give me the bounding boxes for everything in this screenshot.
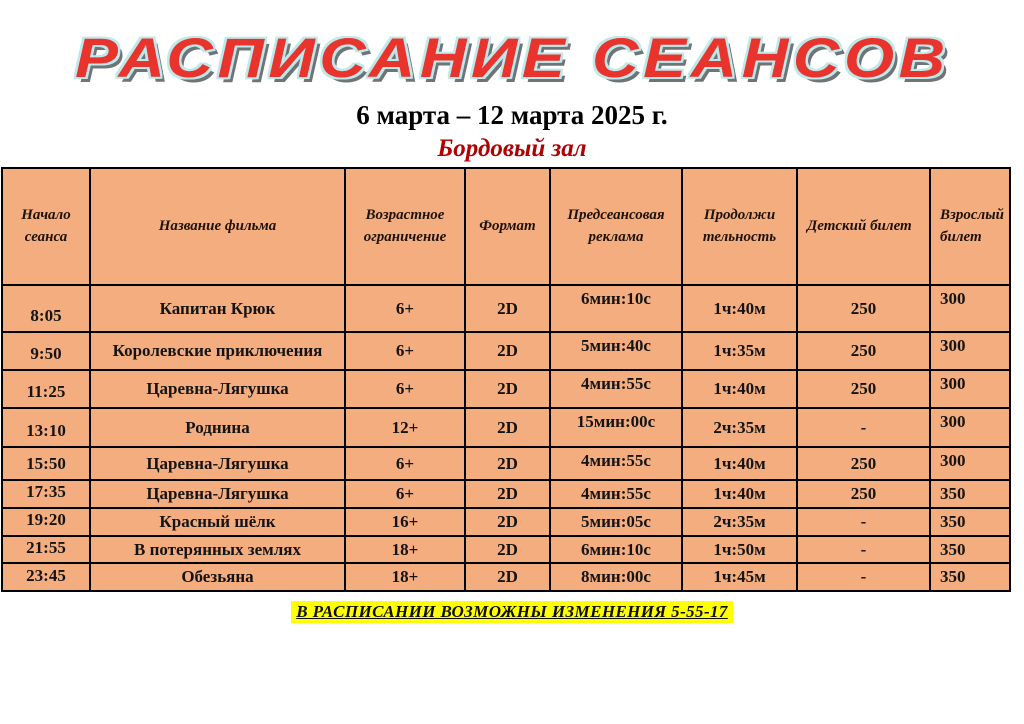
cell-format: 2D bbox=[465, 285, 550, 332]
cell-preshow-ads: 4мин:55с bbox=[550, 480, 682, 508]
cell-movie-title: Красный шёлк bbox=[90, 508, 345, 536]
cell-format: 2D bbox=[465, 370, 550, 408]
header-preshow-ads: Предсеансовая реклама bbox=[550, 168, 682, 285]
header-row bbox=[2, 168, 1010, 285]
cell-child-ticket: - bbox=[797, 508, 930, 536]
cell-age-rating: 6+ bbox=[345, 285, 465, 332]
hall-name: Бордовый зал bbox=[437, 135, 587, 162]
cell-adult-ticket: 350 bbox=[930, 480, 1010, 508]
cell-adult-ticket: 300 bbox=[930, 332, 1010, 370]
cell-age-rating: 6+ bbox=[345, 332, 465, 370]
cell-preshow-ads: 6мин:10с bbox=[550, 285, 682, 332]
cell-child-ticket: 250 bbox=[797, 285, 930, 332]
cell-child-ticket: - bbox=[797, 408, 930, 447]
schedule-row bbox=[2, 447, 1010, 480]
cell-start-time: 9:50 bbox=[2, 332, 90, 370]
cell-adult-ticket: 300 bbox=[930, 370, 1010, 408]
cell-duration: 2ч:35м bbox=[682, 508, 797, 536]
cell-duration: 1ч:40м bbox=[682, 370, 797, 408]
cell-age-rating: 6+ bbox=[345, 370, 465, 408]
cell-child-ticket: - bbox=[797, 536, 930, 564]
schedule-row bbox=[2, 332, 1010, 370]
cell-movie-title: Царевна-Лягушка bbox=[90, 447, 345, 480]
schedule-row bbox=[2, 536, 1010, 564]
cell-movie-title: Обезьяна bbox=[90, 563, 345, 591]
cell-age-rating: 6+ bbox=[345, 480, 465, 508]
cell-adult-ticket: 350 bbox=[930, 563, 1010, 591]
cell-age-rating: 12+ bbox=[345, 408, 465, 447]
schedule-row bbox=[2, 508, 1010, 536]
cell-start-time: 17:35 bbox=[2, 480, 90, 508]
page-title: РАСПИСАНИЕ СЕАНСОВ bbox=[74, 26, 950, 89]
cell-duration: 1ч:40м bbox=[682, 480, 797, 508]
header-format: Формат bbox=[465, 168, 550, 285]
cell-start-time: 15:50 bbox=[2, 447, 90, 480]
cell-adult-ticket: 300 bbox=[930, 447, 1010, 480]
cell-child-ticket: - bbox=[797, 563, 930, 591]
cell-child-ticket: 250 bbox=[797, 370, 930, 408]
cell-adult-ticket: 350 bbox=[930, 536, 1010, 564]
header-movie-title: Название фильма bbox=[90, 168, 345, 285]
cell-age-rating: 18+ bbox=[345, 536, 465, 564]
cell-age-rating: 6+ bbox=[345, 447, 465, 480]
cell-start-time: 13:10 bbox=[2, 408, 90, 447]
cell-format: 2D bbox=[465, 332, 550, 370]
cell-format: 2D bbox=[465, 563, 550, 591]
header-duration: Продолжи тельность bbox=[682, 168, 797, 285]
cell-start-time: 21:55 bbox=[2, 536, 90, 564]
date-range: 6 марта – 12 марта 2025 г. bbox=[356, 100, 668, 130]
header-child-ticket: Детский билет bbox=[797, 168, 930, 285]
header-start-time: Начало сеанса bbox=[2, 168, 90, 285]
cell-age-rating: 16+ bbox=[345, 508, 465, 536]
cell-preshow-ads: 4мин:55с bbox=[550, 370, 682, 408]
cell-adult-ticket: 350 bbox=[930, 508, 1010, 536]
cell-format: 2D bbox=[465, 508, 550, 536]
cell-age-rating: 18+ bbox=[345, 563, 465, 591]
header-adult-ticket: Взрослый билет bbox=[930, 168, 1010, 285]
cell-preshow-ads: 8мин:00с bbox=[550, 563, 682, 591]
cell-duration: 1ч:45м bbox=[682, 563, 797, 591]
schedule-row bbox=[2, 285, 1010, 332]
cell-adult-ticket: 300 bbox=[930, 285, 1010, 332]
cell-start-time: 11:25 bbox=[2, 370, 90, 408]
cell-duration: 1ч:40м bbox=[682, 447, 797, 480]
cell-child-ticket: 250 bbox=[797, 332, 930, 370]
cell-duration: 1ч:50м bbox=[682, 536, 797, 564]
cell-movie-title: В потерянных землях bbox=[90, 536, 345, 564]
cell-duration: 2ч:35м bbox=[682, 408, 797, 447]
cell-start-time: 8:05 bbox=[2, 285, 90, 332]
cell-movie-title: Королевские приключения bbox=[90, 332, 345, 370]
cell-preshow-ads: 15мин:00с bbox=[550, 408, 682, 447]
cell-preshow-ads: 5мин:05с bbox=[550, 508, 682, 536]
header-age-rating: Возрастное ограничение bbox=[345, 168, 465, 285]
cell-format: 2D bbox=[465, 480, 550, 508]
cell-preshow-ads: 5мин:40с bbox=[550, 332, 682, 370]
footer-row bbox=[0, 601, 1024, 623]
schedule-row bbox=[2, 563, 1010, 591]
cell-adult-ticket: 300 bbox=[930, 408, 1010, 447]
cell-duration: 1ч:35м bbox=[682, 332, 797, 370]
schedule-row bbox=[2, 408, 1010, 447]
cell-start-time: 23:45 bbox=[2, 563, 90, 591]
title-row bbox=[0, 26, 1024, 89]
cell-duration: 1ч:40м bbox=[682, 285, 797, 332]
cell-child-ticket: 250 bbox=[797, 480, 930, 508]
cell-format: 2D bbox=[465, 536, 550, 564]
cell-movie-title: Капитан Крюк bbox=[90, 285, 345, 332]
cell-format: 2D bbox=[465, 447, 550, 480]
footer-note: В РАСПИСАНИИ ВОЗМОЖНЫ ИЗМЕНЕНИЯ 5-55-17 bbox=[291, 601, 733, 623]
cell-movie-title: Царевна-Лягушка bbox=[90, 480, 345, 508]
schedule-row bbox=[2, 480, 1010, 508]
cell-movie-title: Роднина bbox=[90, 408, 345, 447]
cell-preshow-ads: 6мин:10с bbox=[550, 536, 682, 564]
cell-child-ticket: 250 bbox=[797, 447, 930, 480]
schedule-row bbox=[2, 370, 1010, 408]
schedule-table bbox=[1, 167, 1011, 592]
cell-preshow-ads: 4мин:55с bbox=[550, 447, 682, 480]
cell-movie-title: Царевна-Лягушка bbox=[90, 370, 345, 408]
cell-start-time: 19:20 bbox=[2, 508, 90, 536]
cell-format: 2D bbox=[465, 408, 550, 447]
